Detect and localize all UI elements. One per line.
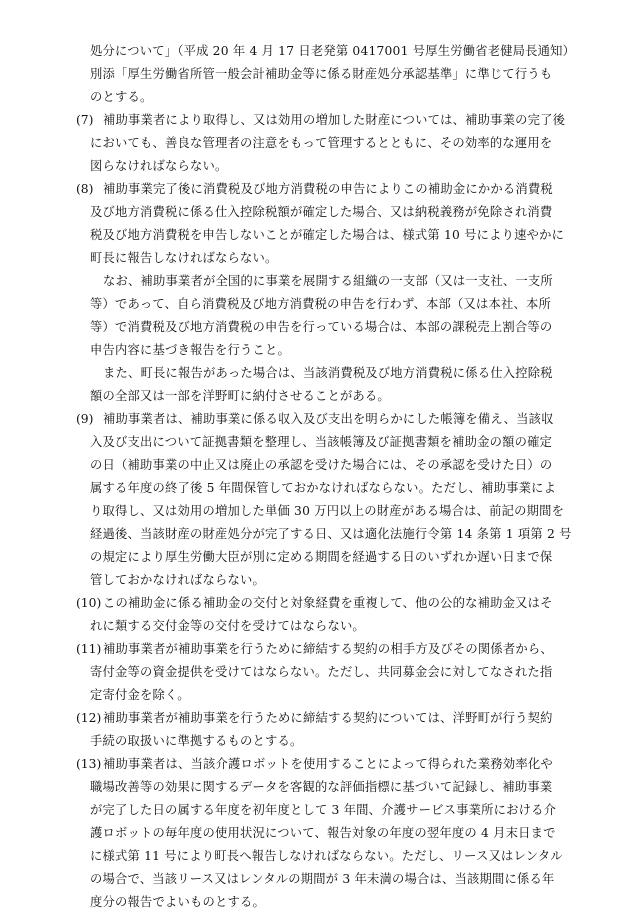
item-line: 経過後、当該財産の財産処分が完了する日、又は適化法施行令第 14 条第 1 項第 2 号 xyxy=(90,527,572,541)
item-line: 申告内容に基づき報告を行うこと。 xyxy=(90,343,290,357)
intro-line: 処分について」（平成 20 年 4 月 17 日老発第 0417001 号厚生労働省老健局長通知） xyxy=(90,44,576,58)
item-line: なお、補助事業者が全国的に事業を展開する組織の一支部（又は一支社、一支所 xyxy=(103,274,553,288)
item-line: 補助事業者により取得し、又は効用の増加した財産については、補助事業の完了後 xyxy=(103,113,566,127)
item-line: 税及び地方消費税を申告しないことが確定した場合は、様式第 10 号により速やかに xyxy=(90,228,565,242)
item-line: 補助事業完了後に消費税及び地方消費税の申告によりこの補助金にかかる消費税 xyxy=(103,182,553,196)
item-line: れに類する交付金等の交付を受けてはならない。 xyxy=(90,619,365,633)
item-marker: (9) xyxy=(76,412,94,426)
item-line: 町長に報告しなければならない。 xyxy=(90,251,278,265)
item-line: 等）で消費税及び地方消費税の申告を行っている場合は、本部の課税売上割合等の xyxy=(90,320,553,334)
item-marker: (11) xyxy=(76,642,102,656)
item-line: 寄付金等の資金提供を受けてはならない。ただし、共同募金会に対してなされた指 xyxy=(90,665,553,679)
intro-line: 別添「厚生労働省所管一般会計補助金等に係る財産処分承認基準」に準じて行うも xyxy=(90,67,553,81)
item-marker: (7) xyxy=(76,113,94,127)
item-marker: (13) xyxy=(76,757,102,771)
item-line: 及び地方消費税に係る仕入控除税額が確定した場合、又は納税義務が免除され消費 xyxy=(90,205,553,219)
item-line: が完了した日の属する年度を初年度として 3 年間、介護サービス事業所における介 xyxy=(90,803,557,817)
item-line: 補助事業者が補助事業を行うために締結する契約については、洋野町が行う契約 xyxy=(103,711,553,725)
item-line: 度分の報告でよいものとする。 xyxy=(90,895,265,909)
item-line: 手続の取扱いに準拠するものとする。 xyxy=(90,734,303,748)
item-line: 護ロボットの毎年度の使用状況について、報告対象の年度の翌年度の 4 月末日まで xyxy=(90,826,556,840)
item-line: また、町長に報告があった場合は、当該消費税及び地方消費税に係る仕入控除税 xyxy=(103,366,553,380)
item-line: に様式第 11 号により町長へ報告しなければならない。ただし、リース又はレンタル xyxy=(90,849,563,863)
item-line: 等）であって、自ら消費税及び地方消費税の申告を行わず、本部（又は本社、本所 xyxy=(90,297,552,311)
item-marker: (12) xyxy=(76,711,102,725)
item-line: 定寄付金を除く。 xyxy=(90,688,190,702)
item-line: 入及び支出について証拠書類を整理し、当該帳簿及び証拠書類を補助金の額の確定 xyxy=(90,435,553,449)
item-marker: (10) xyxy=(76,596,102,610)
intro-line: のとする。 xyxy=(90,90,153,104)
item-line: の規定により厚生労働大臣が別に定める期間を経過する日のいずれか遅い日まで保 xyxy=(90,550,553,564)
item-line: の場合で、当該リース又はレンタルの期間が 3 年未満の場合は、当該期間に係る年 xyxy=(90,872,555,886)
item-line: 図らなければならない。 xyxy=(90,159,228,173)
item-line: 補助事業者が補助事業を行うために締結する契約の相手方及びその関係者から、 xyxy=(103,642,553,656)
item-line: 補助事業者は、補助事業に係る収入及び支出を明らかにした帳簿を備え、当該収 xyxy=(103,412,554,426)
item-marker: (8) xyxy=(76,182,94,196)
item-line: この補助金に係る補助金の交付と対象経費を重複して、他の公的な補助金又はそ xyxy=(103,596,553,610)
item-line: 額の全部又は一部を洋野町に納付させることがある。 xyxy=(90,389,390,403)
item-line: 補助事業者は、当該介護ロボットを使用することによって得られた業務効率化や xyxy=(103,757,553,771)
item-line: の日（補助事業の中止又は廃止の承認を受けた場合には、その承認を受けた日）の xyxy=(90,458,553,472)
item-line: 管しておかなければならない。 xyxy=(90,573,265,587)
item-line: 職場改善等の効果に関するデータを客観的な評価指標に基づいて記録し、補助事業 xyxy=(90,780,553,794)
item-line: においても、善良な管理者の注意をもって管理するとともに、その効率的な運用を xyxy=(90,136,553,150)
item-line: り取得し、又は効用の増加した単価 30 万円以上の財産がある場合は、前記の期間を xyxy=(90,504,565,518)
item-line: 属する年度の終了後 5 年間保管しておかなければならない。ただし、補助事業によ xyxy=(90,481,557,495)
